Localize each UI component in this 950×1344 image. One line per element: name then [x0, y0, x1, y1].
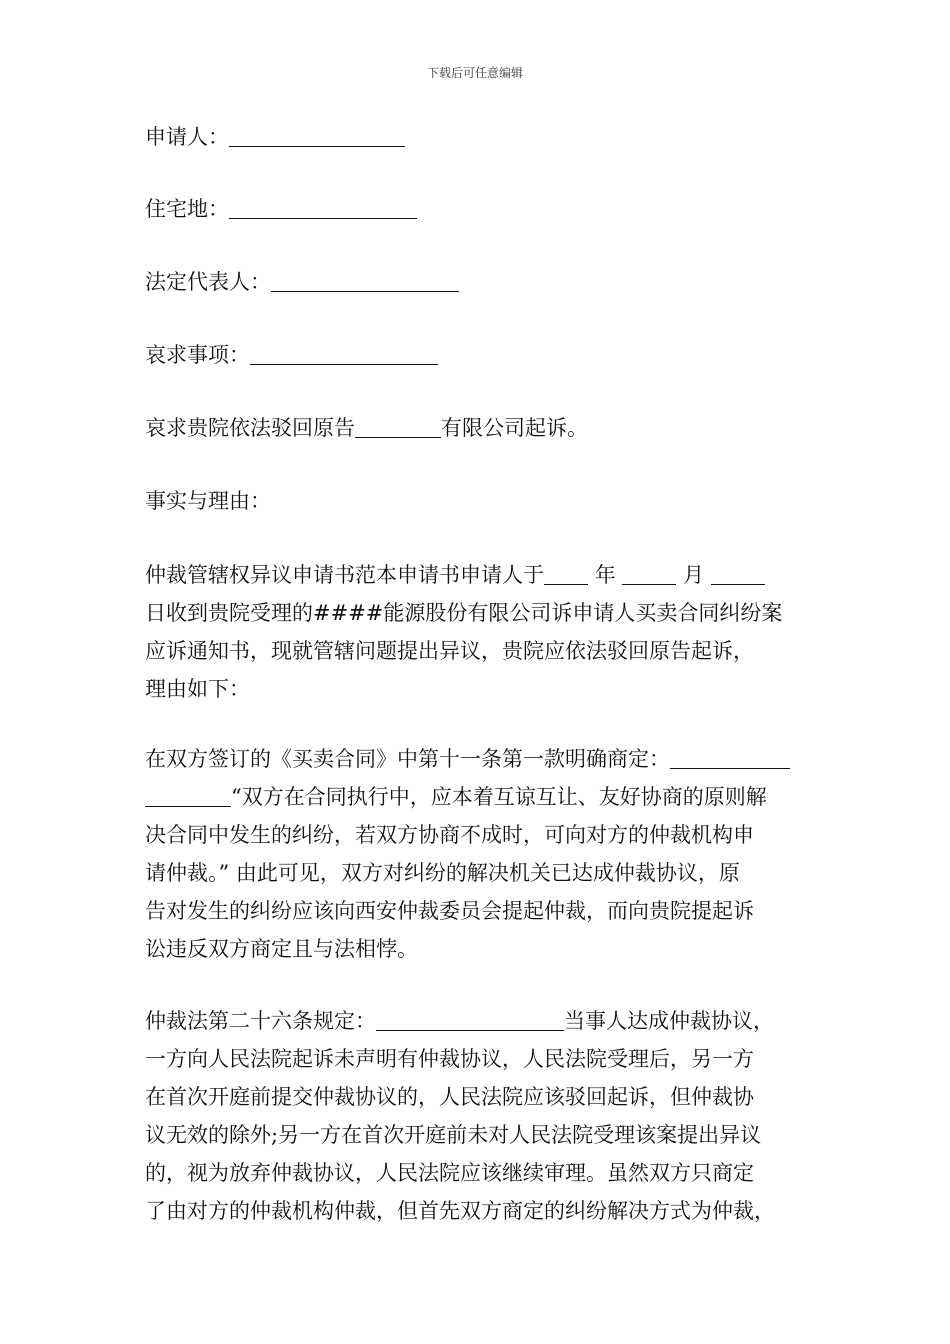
year-blank	[544, 560, 588, 585]
paragraph3-line4: 议无效的除外;另一方在首次开庭前未对人民法院受理该案提出异议	[145, 1123, 762, 1147]
plaintiff-name-blank	[355, 413, 441, 438]
paragraph1-line2: 日收到贵院受理的####能源股份有限公司诉申请人买卖合同纠纷案	[145, 601, 783, 625]
applicant-line	[145, 119, 405, 155]
paragraph1-line4: 理由如下：	[145, 677, 250, 701]
paragraph1-line1: 仲裁管辖权异议申请书范本申请书申请人于 年 月	[145, 557, 765, 593]
paragraph3-line3: 在首次开庭前提交仲裁协议的，人民法院应该驳回起诉，但仲裁协	[145, 1085, 754, 1109]
clause-blank-2	[145, 782, 231, 807]
request-text: 哀求贵院依法驳回原告 有限公司起诉。	[145, 410, 588, 446]
request-blank	[250, 340, 438, 365]
applicant-label: 申请人：	[145, 125, 229, 149]
residence-line	[145, 191, 417, 227]
paragraph2-line4: 请仲裁。” 由此可见，双方对纠纷的解决机关已达成仲裁协议，原	[145, 861, 740, 885]
paragraph3-line6: 了由对方的仲裁机构仲裁，但首先双方商定的纠纷解决方式为仲裁，	[145, 1199, 775, 1223]
applicant-blank	[229, 122, 405, 147]
paragraph2-line3: 决合同中发生的纠纷，若双方协商不成时，可向对方的仲裁机构申	[145, 823, 754, 847]
clause-blank-1	[670, 744, 790, 769]
article-blank	[376, 1006, 564, 1031]
paragraph2-line2: “双方在合同执行中，应本着互谅互让、友好协商的原则解	[145, 779, 767, 815]
legal-rep-blank	[271, 267, 459, 292]
paragraph3-line5: 的，视为放弃仲裁协议，人民法院应该继续审理。虽然双方只商定	[145, 1161, 754, 1185]
paragraph1-line3: 应诉通知书，现就管辖问题提出异议，贵院应依法驳回原告起诉，	[145, 639, 754, 663]
legal-rep-line	[145, 264, 459, 300]
day-blank	[711, 560, 765, 585]
paragraph3-line1: 仲裁法第二十六条规定： 当事人达成仲裁协议，	[145, 1003, 774, 1039]
residence-blank	[229, 194, 417, 219]
facts-heading: 事实与理由：	[145, 489, 271, 513]
paragraph2-line5: 告对发生的纠纷应该向西安仲裁委员会提起仲裁，而向贵院提起诉	[145, 899, 754, 923]
paragraph2-line1: 在双方签订的《买卖合同》中第十一条第一款明确商定：	[145, 741, 790, 777]
paragraph2-line6: 讼违反双方商定且与法相悖。	[145, 937, 418, 961]
request-line	[145, 337, 438, 373]
page-header-note: 下载后可任意编辑	[426, 66, 523, 80]
legal-rep-label: 法定代表人：	[145, 270, 271, 294]
paragraph3-line2: 一方向人民法院起诉未声明有仲裁协议，人民法院受理后，另一方	[145, 1047, 754, 1071]
residence-label: 住宅地：	[145, 197, 229, 221]
month-blank	[622, 560, 676, 585]
request-label: 哀求事项：	[145, 343, 250, 367]
